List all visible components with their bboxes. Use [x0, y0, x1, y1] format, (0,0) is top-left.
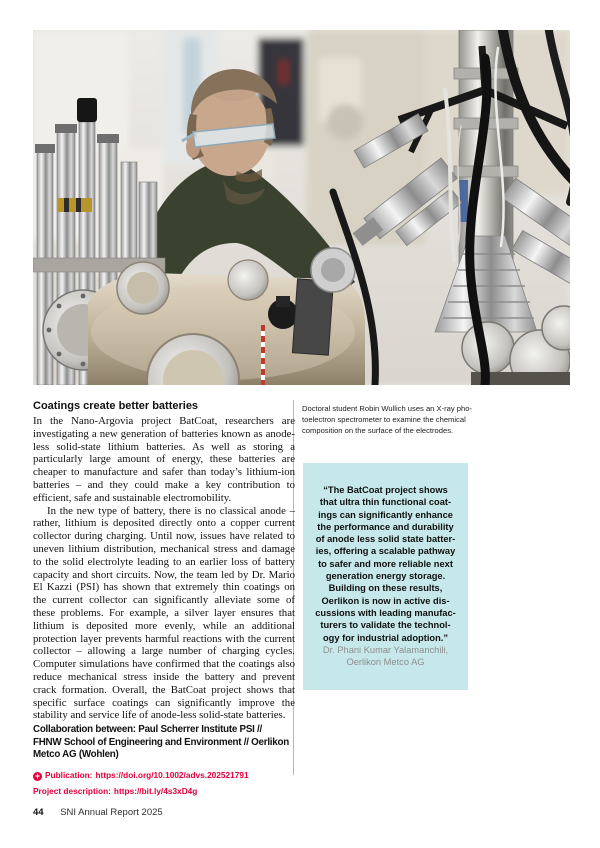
page-number: 44 [33, 807, 44, 818]
pull-quote-box [303, 463, 468, 690]
article-paragraph-1: In the Nano-Argovia project BatCoat, researchers are investigating a new generation of batteries known as anode-less solid-state lithium batteries. As well as storing a particularly large amount of energy, these batteries are cheaper to manufacture and safer than today’s lithium-ion batteries – and they could make a key contribution to efficient, safe and sustainable electromobility. [33, 415, 295, 504]
page-footer [33, 807, 333, 819]
lab-photo [33, 30, 570, 385]
quote-line: of anode less solid state batter- [315, 534, 456, 545]
quote-line: “The BatCoat project shows [323, 485, 448, 495]
article-column [33, 399, 295, 799]
project-label: Project description: [33, 785, 111, 796]
quote-attribution-company: Oerlikon Metco AG [346, 657, 425, 668]
quote-line: Oerlikon is now in active dis- [321, 595, 450, 606]
publication-url[interactable]: https://doi.org/10.1002/advs.202521791 [95, 769, 249, 780]
quote-line: the performance and durability [317, 521, 454, 532]
publication-link[interactable] [33, 767, 295, 783]
lab-photo-illustration [33, 30, 570, 385]
collaboration-note [33, 724, 295, 762]
project-url[interactable]: https://bit.ly/4s3xD4g [113, 785, 198, 796]
collaboration-line: FHNW School of Engineering and Environment // Oerlikon [33, 736, 289, 748]
photo-caption [302, 404, 492, 436]
quote-line: that ultra thin functional coat- [319, 497, 452, 508]
quote-line: ies, offering a scalable pathway [315, 546, 456, 557]
caption-line: composition on the surface of the electrodes. [302, 425, 454, 435]
collaboration-line: Collaboration between: Paul Scherrer Institute PSI // [33, 724, 262, 736]
quote-line: ings can significantly enhance [318, 509, 453, 520]
report-title: SNI Annual Report 2025 [60, 807, 163, 818]
publication-label: Publication: [45, 769, 93, 780]
quote-attribution-name: Dr. Phani Kumar Yalamanchili, [322, 644, 449, 655]
caption-line: toelectron spectrometer to examine the chemical [302, 414, 466, 424]
article-heading: Coatings create better batteries [33, 400, 199, 412]
plus-circle-icon [33, 772, 42, 781]
quote-line: Building on these results, [328, 583, 443, 594]
caption-line: Doctoral student Robin Wullich uses an X-ray pho- [302, 404, 472, 413]
article-paragraph-2: In the new type of battery, there is no classical anode – rather, lithium is deposited directly onto a copper current collector during charging. Until now, issues have related to uneven lithium distribution, mechanical stress and damage to the solid electrolyte leading to an earlier loss of battery capacity and short circuits. Now, the team led by Dr. Mario El Kazzi (PSI) has shown that extremely thin coatings on the current collector can significantly alleviate some of these problems. For example, a silver layer ensures that lithium is deposited more evenly, while an additional protection layer prevents harmful reactions with the current collector – allowing a large number of charging cycles. Computer simulations have confirmed that the coatings also reduce mechanical stress inside the battery and prevent crack formation. Overall, the BatCoat project shows that specific surface coatings can significantly improve the stability and service life of anode-less solid-state batteries. [33, 504, 295, 722]
quote-line: to safer and more reliable next [318, 558, 453, 569]
project-description-link[interactable] [33, 783, 295, 799]
quote-line: cussions with leading manufac- [315, 607, 456, 618]
article-links [33, 767, 295, 799]
quote-line: turers to validate the technol- [320, 620, 451, 631]
collaboration-line: Metco AG (Wohlen) [33, 749, 119, 761]
quote-line: ogy for industrial adoption.” [323, 632, 448, 643]
quote-line: generation energy storage. [325, 571, 446, 582]
